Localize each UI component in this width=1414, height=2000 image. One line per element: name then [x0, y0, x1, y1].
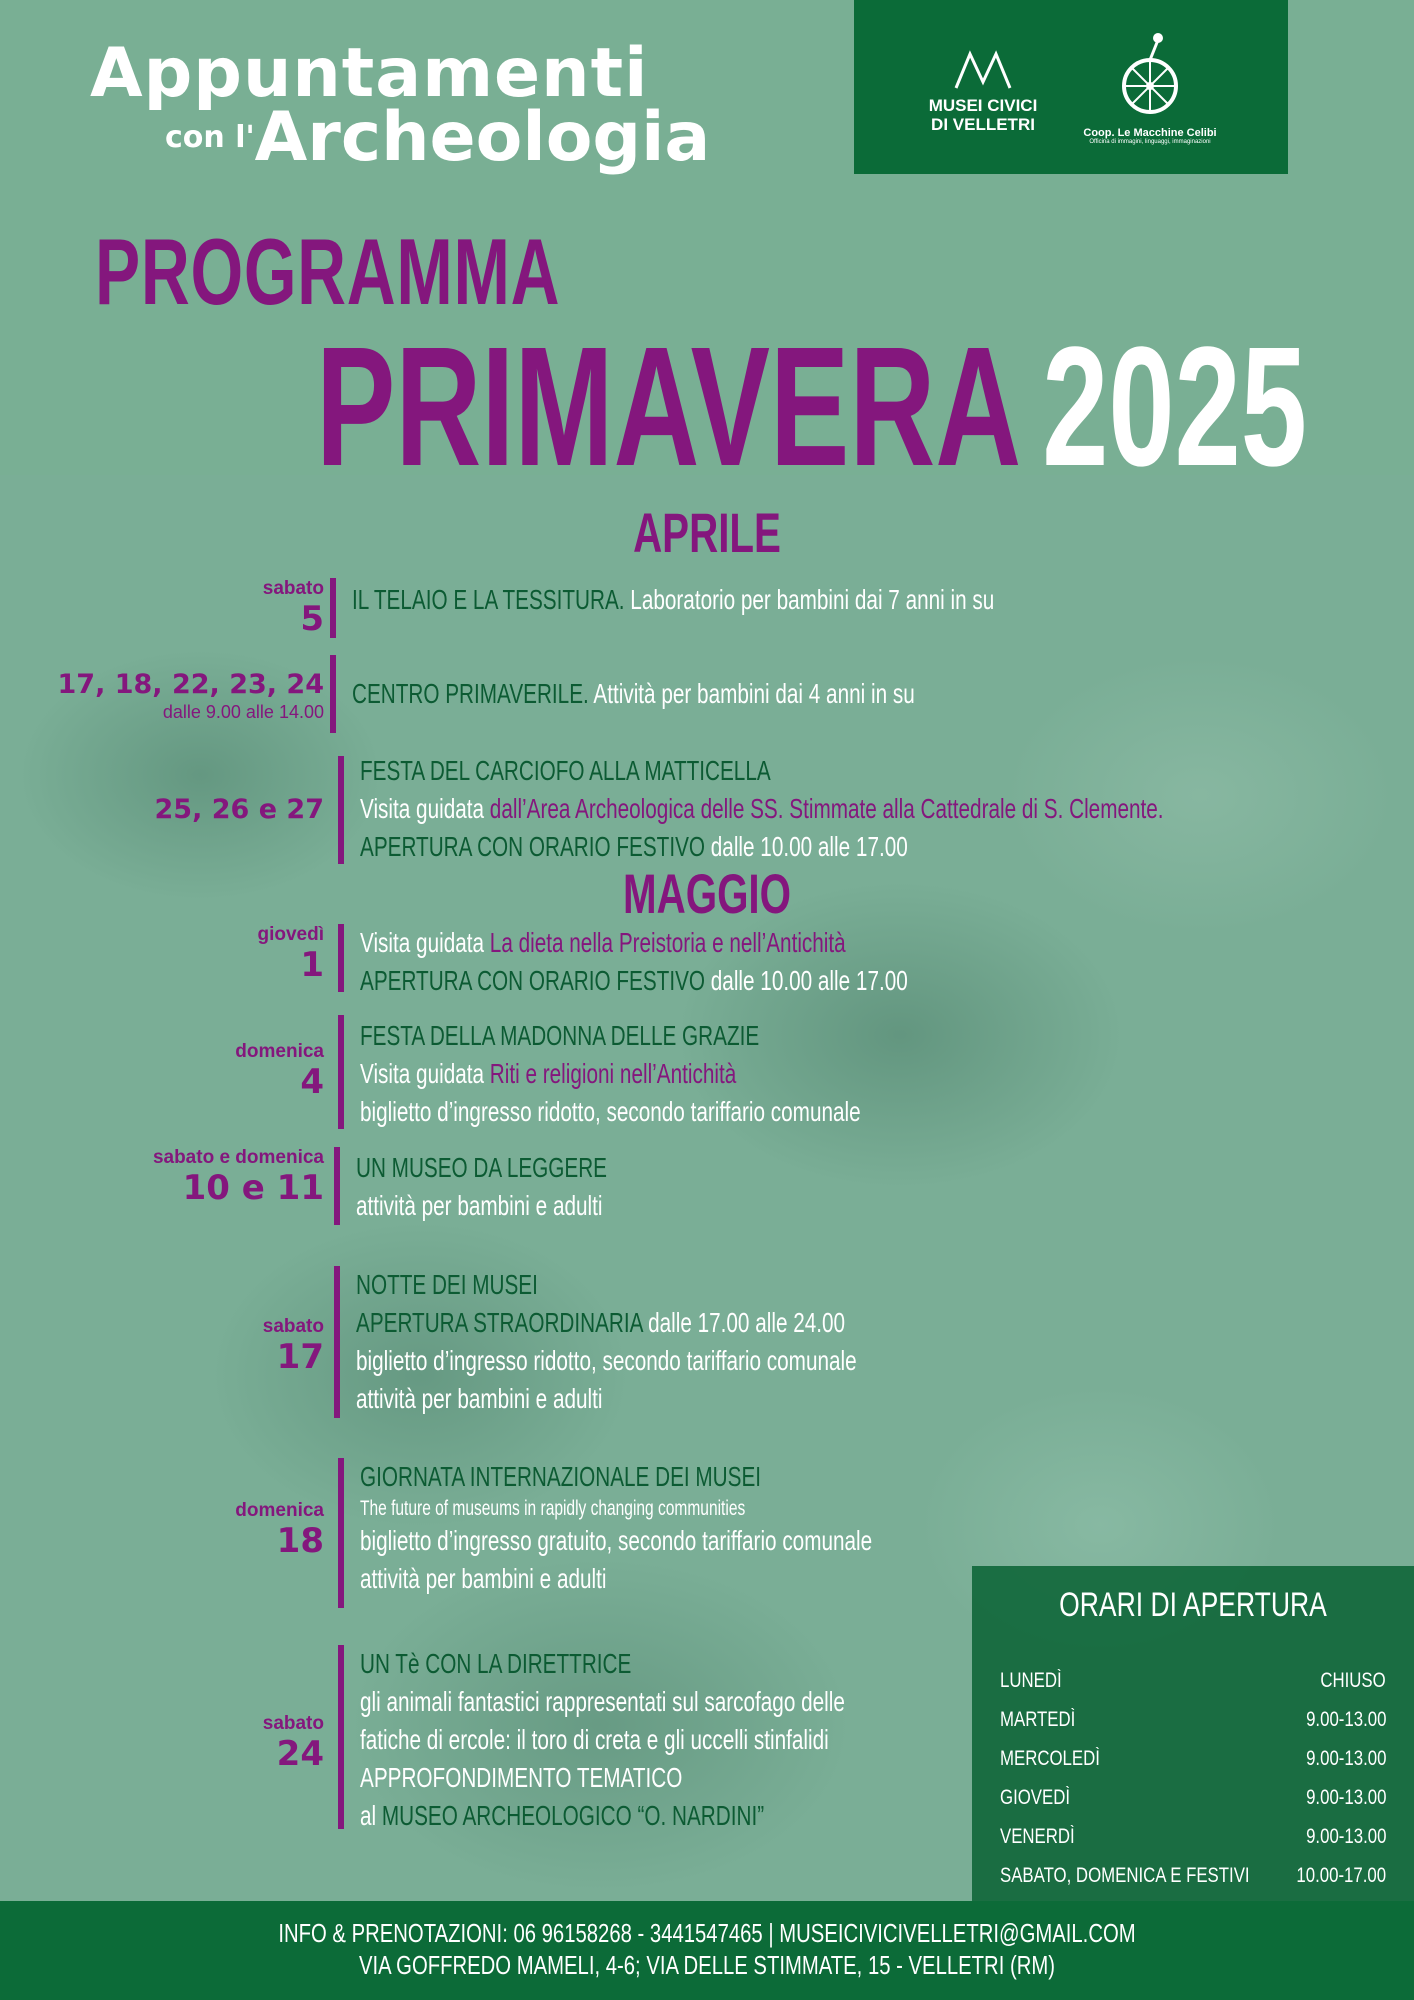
event-divider-bar	[338, 924, 344, 992]
opening-day: LUNEDÌ	[1000, 1669, 1062, 1692]
event-day-number: 10 e 11	[182, 1168, 324, 1208]
event-line	[360, 1759, 845, 1797]
event-weekday: sabato e domenica	[152, 1147, 324, 1168]
event-line	[360, 1458, 872, 1496]
event-text-segment: al	[360, 1800, 382, 1831]
event-entry	[0, 1015, 1414, 1129]
event-text-segment: biglietto d’ingresso gratuito, secondo tariffario comunale	[360, 1525, 873, 1556]
event-text-segment: Laboratorio per bambini dai 7 anni in su	[624, 584, 995, 615]
event-date	[257, 924, 324, 984]
season-heading	[316, 312, 1307, 502]
event-divider-bar	[334, 1147, 340, 1225]
event-line	[360, 1721, 845, 1759]
title-connector: con l'	[165, 120, 255, 155]
event-line	[360, 1522, 872, 1560]
opening-time: 10.00-17.00	[1296, 1864, 1386, 1887]
event-date	[58, 669, 325, 723]
event-description	[360, 1458, 872, 1598]
event-text-segment: Riti e religioni nell’Antichità	[489, 1058, 737, 1089]
event-text-segment: GIORNATA INTERNAZIONALE DEI MUSEI	[360, 1461, 762, 1492]
event-text-segment: FESTA DELLA MADONNA DELLE GRAZIE	[360, 1020, 760, 1051]
event-divider-bar	[338, 756, 344, 864]
event-text-segment: gli animali fantastici rappresentati sul sarcofago delle	[360, 1686, 845, 1717]
event-text-segment: attività per bambini e adulti	[356, 1383, 603, 1414]
opening-hours-title: ORARI DI APERTURA	[1059, 1586, 1327, 1624]
event-entry	[0, 1266, 1414, 1418]
opening-day: MERCOLEDÌ	[1000, 1747, 1100, 1770]
title-line-2	[90, 98, 711, 177]
event-text-segment: dalle 10.00 alle 17.00	[705, 831, 908, 862]
event-divider-bar	[338, 1645, 344, 1829]
month-may: MAGGIO	[622, 862, 791, 925]
event-text-segment: UN Tè CON LA DIRETTRICE	[360, 1648, 632, 1679]
address: VIA GOFFREDO MAMELI, 4-6; VIA DELLE STIMMATE, 15 - VELLETRI (RM)	[358, 1950, 1056, 1980]
event-text-segment: APPROFONDIMENTO TEMATICO	[360, 1762, 683, 1793]
event-divider-bar	[330, 655, 336, 733]
event-entry	[0, 924, 1414, 996]
event-text-segment: FESTA DEL CARCIOFO ALLA MATTICELLA	[360, 755, 771, 786]
event-day-number: 24	[276, 1734, 324, 1774]
event-description	[352, 581, 994, 619]
event-text-segment: attività per bambini e adulti	[356, 1190, 603, 1221]
event-line	[356, 1149, 607, 1187]
event-day-number: 5	[300, 599, 324, 639]
event-entry	[0, 578, 1414, 638]
event-text-segment: IL TELAIO E LA TESSITURA.	[352, 584, 625, 615]
event-weekday: domenica	[235, 1041, 324, 1062]
event-time-range: dalle 9.00 alle 14.00	[162, 702, 324, 722]
event-text-segment: CENTRO PRIMAVERILE.	[352, 678, 589, 709]
event-line	[360, 1055, 861, 1093]
event-date	[263, 578, 324, 638]
event-divider-bar	[330, 578, 336, 638]
event-description	[352, 675, 915, 713]
event-entry	[0, 655, 1414, 733]
event-text-segment: Visita guidata	[360, 793, 490, 824]
musei-logo-text: MUSEI CIVICI DI VELLETRI	[928, 96, 1038, 134]
event-line	[360, 1560, 872, 1598]
event-text-segment: Visita guidata	[360, 1058, 490, 1089]
event-weekday: domenica	[235, 1500, 324, 1521]
event-day-number: 17, 18, 22, 23, 24	[57, 669, 324, 700]
coop-logo	[1080, 28, 1220, 145]
event-weekday: sabato	[262, 578, 324, 599]
event-day-number: 4	[300, 1062, 324, 1102]
event-line	[360, 752, 1164, 790]
event-line	[356, 1187, 607, 1225]
event-day-number: 17	[276, 1337, 324, 1377]
event-description	[356, 1266, 857, 1418]
event-line	[360, 1017, 861, 1055]
event-text-segment: NOTTE DEI MUSEI	[356, 1269, 538, 1300]
event-day-number: 25, 26 e 27	[154, 794, 324, 825]
event-text-segment: dalle 10.00 alle 17.00	[705, 965, 908, 996]
musei-civici-logo	[928, 48, 1038, 134]
event-description	[360, 752, 1164, 866]
event-text-segment: APERTURA CON ORARIO FESTIVO	[360, 831, 706, 862]
bicycle-icon	[1110, 28, 1190, 118]
coop-name: Coop. Le Macchine Celibi	[1083, 127, 1217, 139]
event-line	[356, 1342, 857, 1380]
season-name: PRIMAVERA	[316, 312, 1022, 502]
opening-hours-box	[972, 1566, 1414, 1902]
event-text-segment: Attività per bambini dai 4 anni in su	[588, 678, 915, 709]
event-divider-bar	[338, 1458, 344, 1608]
event-line	[360, 1093, 861, 1131]
event-text-segment: dalle 17.00 alle 24.00	[642, 1307, 846, 1338]
event-line	[352, 581, 994, 619]
event-line	[352, 675, 915, 713]
event-date	[235, 1500, 324, 1560]
event-line	[360, 1496, 872, 1522]
opening-day: VENERDÌ	[1000, 1825, 1075, 1848]
event-entry	[0, 1147, 1414, 1225]
event-text-segment: The future of museums in rapidly changing communities	[360, 1497, 746, 1520]
event-date	[235, 1041, 324, 1101]
event-text-segment: Visita guidata	[360, 927, 490, 958]
event-description	[360, 924, 908, 1000]
event-divider-bar	[334, 1266, 340, 1418]
sponsor-logos-box	[854, 0, 1288, 174]
event-line	[356, 1266, 857, 1304]
musei-mark-icon	[948, 48, 1018, 92]
event-line	[360, 1645, 845, 1683]
event-date	[263, 1316, 324, 1376]
title-archeologia: Archeologia	[254, 98, 711, 177]
coop-tagline: Officina di immagini, linguaggi, immaginazioni	[1089, 139, 1211, 145]
event-description	[360, 1017, 861, 1131]
event-text-segment: APERTURA CON ORARIO FESTIVO	[360, 965, 706, 996]
event-weekday: giovedì	[257, 924, 324, 945]
opening-day: SABATO, DOMENICA E FESTIVI	[1000, 1864, 1250, 1887]
event-line	[360, 828, 1164, 866]
opening-day: GIOVEDÌ	[1000, 1786, 1071, 1809]
event-series-title	[90, 34, 711, 177]
opening-time: 9.00-13.00	[1305, 1747, 1386, 1770]
event-line	[360, 1797, 845, 1835]
event-weekday: sabato	[262, 1713, 324, 1734]
event-description	[360, 1645, 845, 1835]
event-entry	[0, 756, 1414, 864]
event-text-segment: attività per bambini e adulti	[360, 1563, 607, 1594]
event-line	[360, 1683, 845, 1721]
opening-time: CHIUSO	[1320, 1669, 1386, 1692]
event-line	[360, 790, 1164, 828]
event-day-number: 18	[276, 1521, 324, 1561]
event-text-segment: biglietto d’ingresso ridotto, secondo tariffario comunale	[356, 1345, 857, 1376]
event-description	[356, 1149, 607, 1225]
event-date	[153, 1147, 324, 1207]
season-year: 2025	[1042, 312, 1307, 502]
opening-day: MARTEDÌ	[1000, 1708, 1076, 1731]
opening-time: 9.00-13.00	[1305, 1825, 1386, 1848]
opening-time: 9.00-13.00	[1305, 1786, 1386, 1809]
month-april: APRILE	[633, 501, 781, 564]
event-weekday: sabato	[262, 1316, 324, 1337]
event-line	[360, 962, 908, 1000]
event-text-segment: MUSEO ARCHEOLOGICO “O. NARDINI”	[381, 1800, 765, 1831]
event-line	[356, 1304, 857, 1342]
event-text-segment: fatiche di ercole: il toro di creta e gli uccelli stinfalidi	[360, 1724, 829, 1755]
event-date	[155, 794, 325, 826]
contact-info: INFO & PRENOTAZIONI: 06 96158268 - 3441547465 | MUSEICIVICIVELLETRI@GMAIL.COM	[278, 1918, 1136, 1948]
event-text-segment: dall’Area Archeologica delle SS. Stimmate alla Cattedrale di S. Clemente.	[489, 793, 1164, 824]
event-text-segment: La dieta nella Preistoria e nell’Antichità	[489, 927, 846, 958]
programma-heading: PROGRAMMA	[95, 219, 561, 324]
contact-footer	[0, 1901, 1414, 2000]
event-divider-bar	[338, 1015, 344, 1129]
event-day-number: 1	[300, 945, 324, 985]
event-text-segment: UN MUSEO DA LEGGERE	[356, 1152, 607, 1183]
event-line	[360, 924, 908, 962]
event-text-segment: APERTURA STRAORDINARIA	[356, 1307, 643, 1338]
title-line-1: Appuntamenti	[90, 34, 649, 113]
event-date	[263, 1713, 324, 1773]
event-line	[356, 1380, 857, 1418]
event-text-segment: biglietto d’ingresso ridotto, secondo tariffario comunale	[360, 1096, 861, 1127]
opening-time: 9.00-13.00	[1305, 1708, 1386, 1731]
